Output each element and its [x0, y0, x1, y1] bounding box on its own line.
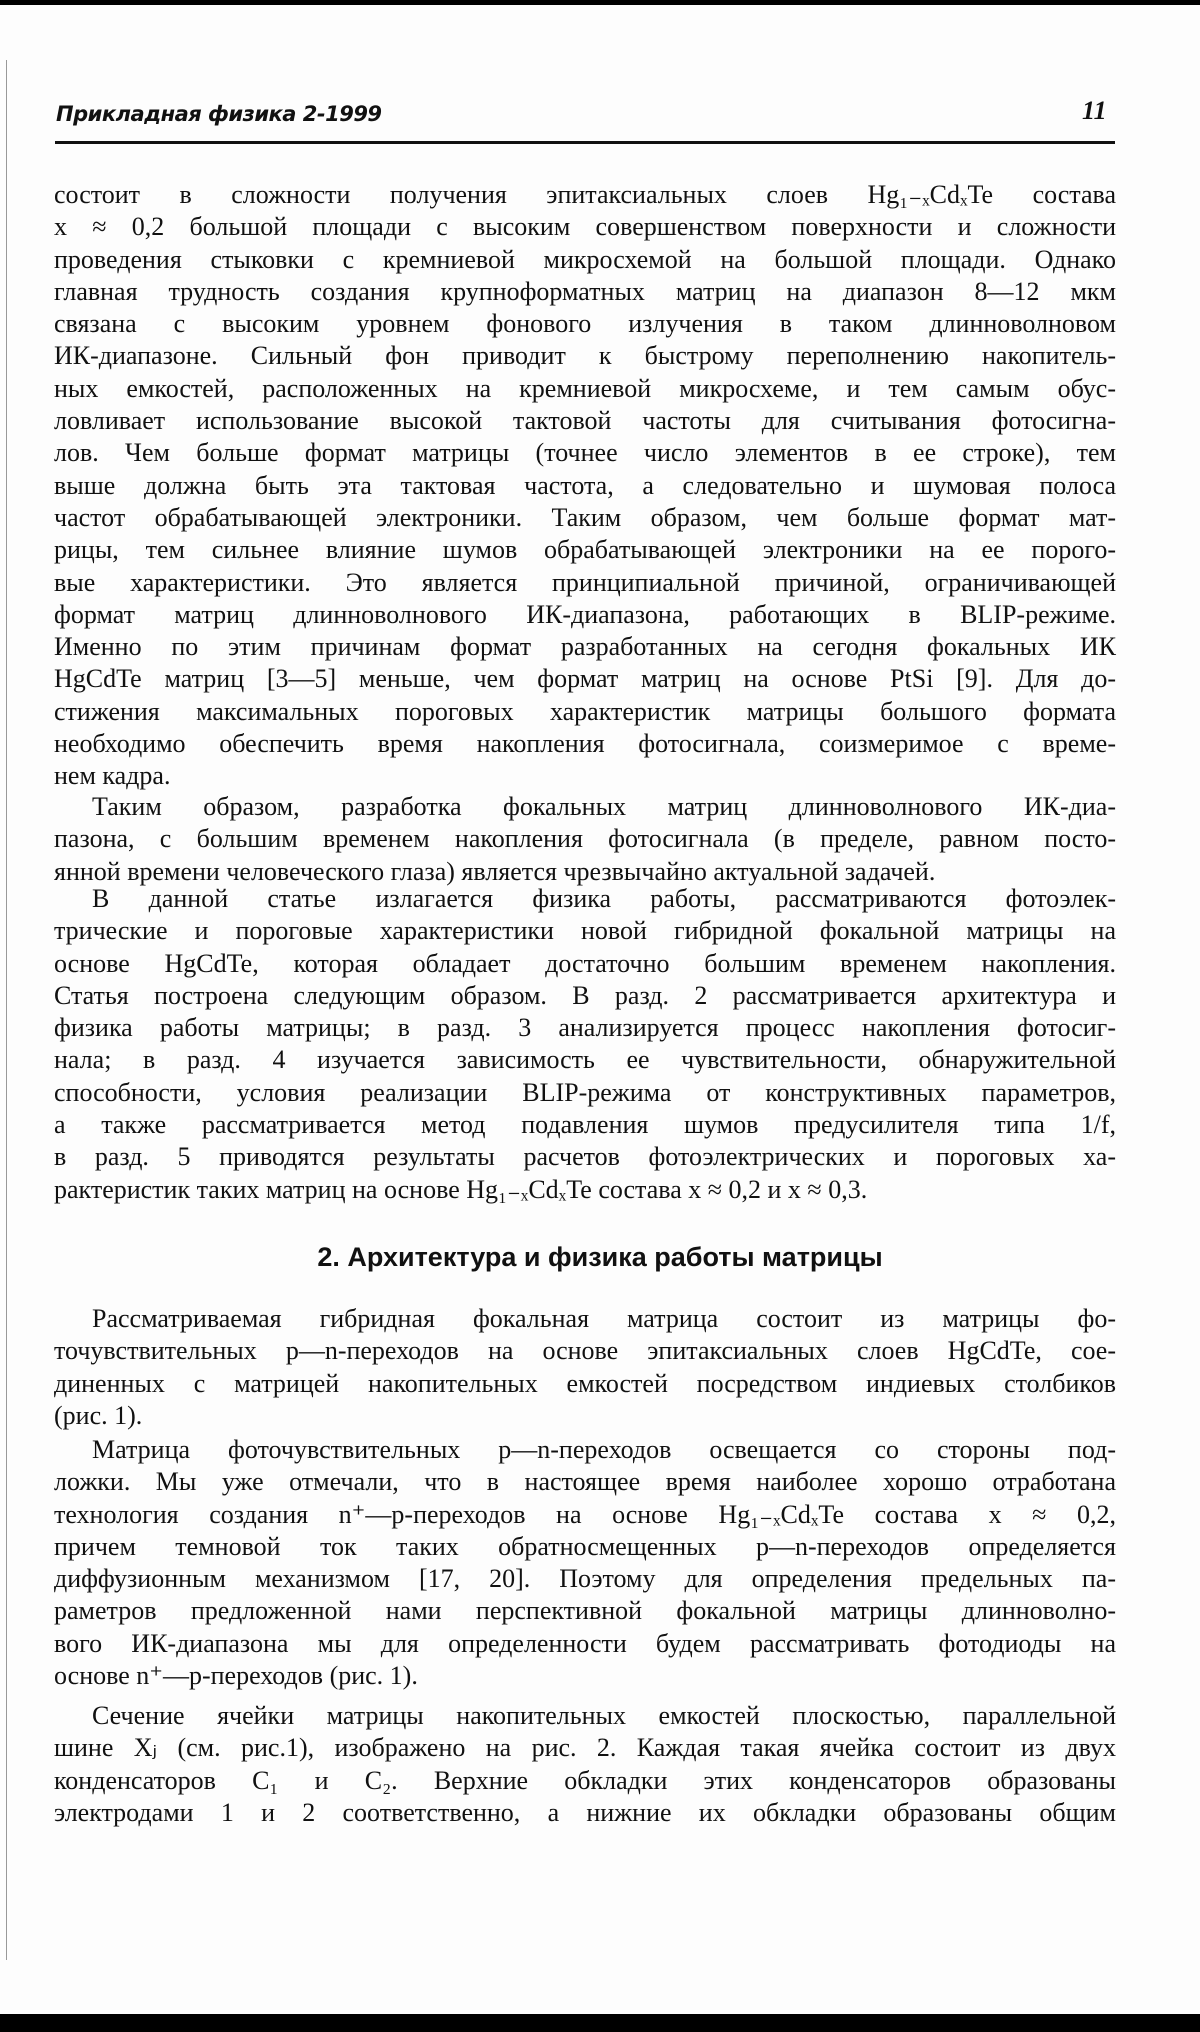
text-line: Именно по этим причинам формат разработанных на сегодня фокальных ИК [54, 632, 1116, 662]
text-line: ловливает использование высокой тактовой частоты для считывания фотосигна- [54, 406, 1116, 436]
section-heading: 2. Архитектура и физика работы матрицы [317, 1242, 883, 1272]
text-line: в разд. 5 приводятся результаты расчетов фотоэлектрических и пороговых ха- [54, 1142, 1116, 1172]
text-line: ных емкостей, расположенных на кремниевой микросхеме, и тем самым обус- [54, 373, 1116, 403]
text-line: (рис. 1). [54, 1400, 143, 1430]
paragraph [54, 791, 1116, 888]
text-line: В данной статье излагается физика работы, рассматриваются фотоэлек- [92, 884, 1116, 913]
paragraph [54, 179, 1116, 793]
text-line: основе n⁺—p-переходов (рис. 1). [54, 1661, 418, 1691]
text-line: диффузионным механизмом [17, 20]. Поэтому для определения предельных па- [54, 1564, 1116, 1594]
text-line: Сечение ячейки матрицы накопительных емкостей плоскостью, параллельной [92, 1701, 1116, 1730]
text-line: частот обрабатывающей электроники. Таким образом, чем больше формат мат- [54, 502, 1116, 532]
text-line: HgCdTe матриц [3—5] меньше, чем формат матриц на основе PtSi [9]. Для до- [54, 664, 1116, 694]
text-line: выше должна быть эта тактовая частота, а следовательно и шумовая полоса [54, 470, 1116, 500]
text-line: необходимо обеспечить время накопления фотосигнала, соизмеримое с време- [54, 729, 1116, 759]
text-line: электродами 1 и 2 соответственно, а нижние их обкладки образованы общим [54, 1797, 1116, 1827]
paragraph [54, 1434, 1116, 1692]
text-line: янной времени человеческого глаза) является чрезвычайно актуальной задачей. [54, 856, 936, 886]
text-line: стижения максимальных пороговых характеристик матрицы большого формата [54, 696, 1116, 726]
text-line: формат матриц длинноволнового ИК-диапазона, работающих в BLIP-режиме. [54, 599, 1116, 629]
text-line: рактеристик таких матриц на основе Hg₁₋ₓCdₓTe состава x ≈ 0,2 и x ≈ 0,3. [54, 1174, 868, 1204]
text-line: способности, условия реализации BLIP-режима от конструктивных параметров, [54, 1077, 1116, 1107]
text-line: ИК-диапазоне. Сильный фон приводит к быстрому переполнению накопитель- [54, 341, 1116, 371]
text-line: Матрица фоточувствительных p—n-переходов освещается со стороны под- [92, 1435, 1116, 1464]
paragraph [54, 1303, 1116, 1432]
text-line: раметров предложенной нами перспективной фокальной матрицы длинноволно- [54, 1596, 1116, 1626]
text-line: физика работы матрицы; в разд. 3 анализируется процесс накопления фотосиг- [54, 1013, 1116, 1043]
text-line: вые характеристики. Это является принципиальной причиной, ограничивающей [54, 567, 1116, 597]
text-line: x ≈ 0,2 большой площади с высоким совершенством поверхности и сложности [54, 212, 1116, 242]
text-line: технология создания n⁺—p-переходов на основе Hg₁₋ₓCdₓTe состава x ≈ 0,2, [54, 1499, 1116, 1529]
text-line: причем темновой ток таких обратносмещенных p—n-переходов определяется [54, 1531, 1116, 1561]
scan-border-top [0, 0, 1200, 5]
text-line: диненных с матрицей накопительных емкостей посредством индиевых столбиков [54, 1368, 1116, 1398]
text-line: проведения стыковки с кремниевой микросхемой на большой площади. Однако [54, 244, 1116, 274]
text-line: Таким образом, разработка фокальных матриц длинноволнового ИК-диа- [92, 792, 1116, 821]
paragraph [54, 1700, 1116, 1829]
text-line: Рассматриваемая гибридная фокальная матрица состоит из матрицы фо- [92, 1304, 1116, 1333]
text-line: рицы, тем сильнее влияние шумов обрабатывающей электроники на ее порого- [54, 535, 1116, 565]
paragraph [54, 883, 1116, 1206]
text-line: а также рассматривается метод подавления шумов предусилителя типа 1/f, [54, 1110, 1116, 1140]
text-line: конденсаторов C₁ и C₂. Верхние обкладки этих конденсаторов образованы [54, 1765, 1116, 1795]
text-line: ложки. Мы уже отмечали, что в настоящее время наиболее хорошо отработана [54, 1467, 1116, 1497]
text-line: пазона, с большим временем накопления фотосигнала (в пределе, равном посто- [54, 824, 1116, 854]
text-line: нем кадра. [54, 761, 171, 791]
page-number: 11 [1082, 96, 1107, 125]
scan-border-bottom [0, 2014, 1200, 2032]
text-line: шине Xⱼ (см. рис.1), изображено на рис. 2. Каждая такая ячейка состоит из двух [54, 1733, 1116, 1763]
text-line: главная трудность создания крупноформатных матриц на диапазон 8—12 мкм [54, 276, 1116, 306]
text-line: нала; в разд. 4 изучается зависимость ее чувствительности, обнаружительной [54, 1045, 1116, 1075]
text-line: вого ИК-диапазона мы для определенности будем рассматривать фотодиоды на [54, 1628, 1116, 1658]
journal-running-head: Прикладная физика 2-1999 [56, 102, 382, 126]
scan-edge-line [6, 60, 7, 1960]
text-line: Статья построена следующим образом. В разд. 2 рассматривается архитектура и [54, 980, 1116, 1010]
text-line: точувствительных p—n-переходов на основе эпитаксиальных слоев HgCdTe, сое- [54, 1336, 1116, 1366]
text-line: состоит в сложности получения эпитаксиальных слоев Hg₁₋ₓCdₓTe состава [54, 180, 1116, 209]
header-rule [55, 141, 1115, 144]
text-line: лов. Чем больше формат матрицы (точнее число элементов в ее строке), тем [54, 438, 1116, 468]
text-line: трические и пороговые характеристики новой гибридной фокальной матрицы на [54, 916, 1116, 946]
text-line: основе HgCdTe, которая обладает достаточно большим временем накопления. [54, 948, 1116, 978]
text-line: связана с высоким уровнем фонового излучения в таком длинноволновом [54, 309, 1116, 339]
